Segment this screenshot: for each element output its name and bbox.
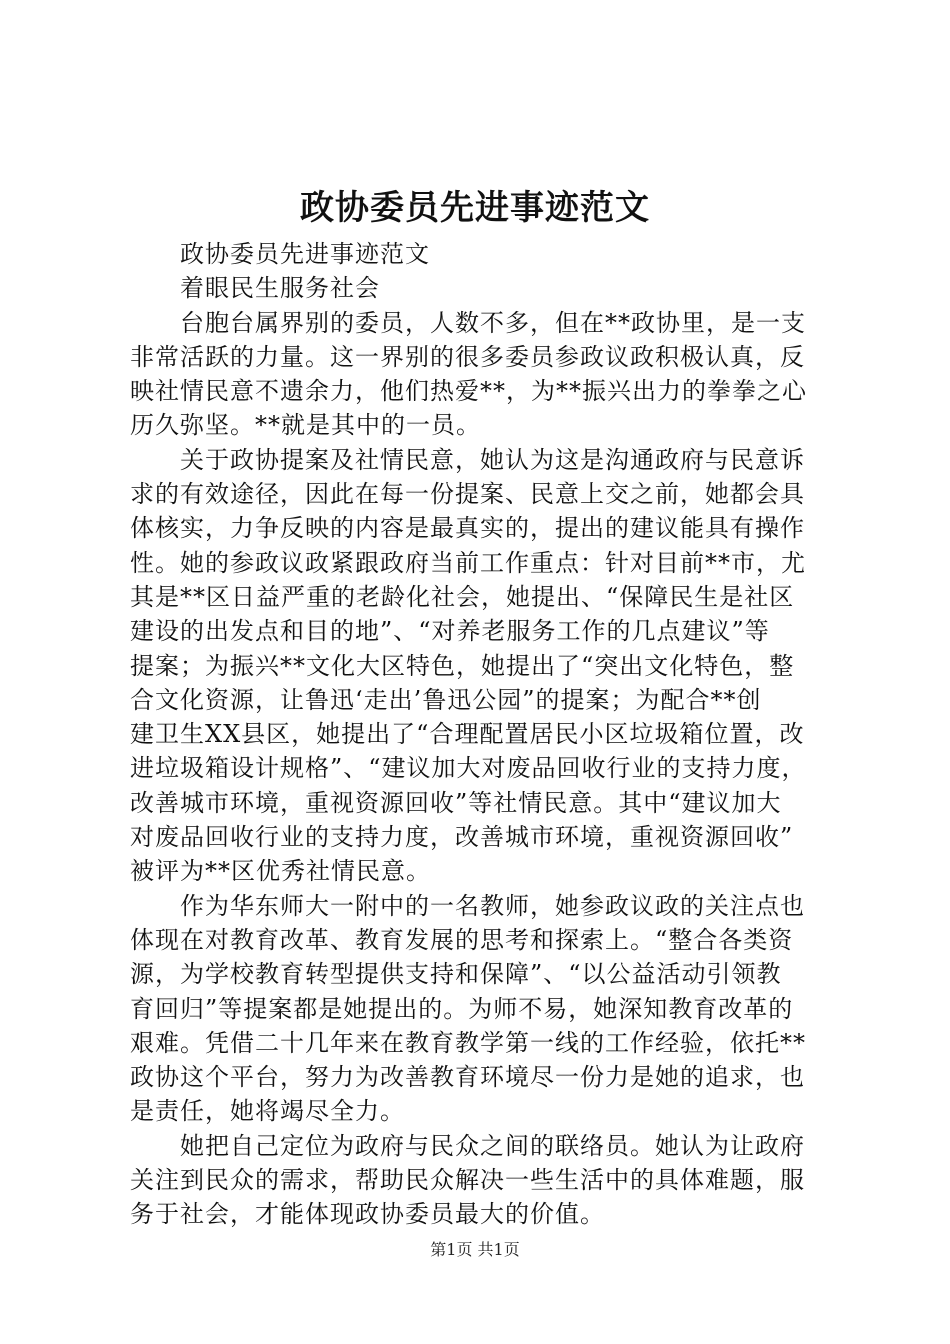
body-text-line: 性。她的参政议政紧跟政府当前工作重点：针对目前**市，尤 [130, 548, 806, 577]
body-text-line: 务于社会，才能体现政协委员最大的价值。 [130, 1200, 605, 1229]
body-text-line: 她把自己定位为政府与民众之间的联络员。她认为让政府 [180, 1131, 805, 1160]
body-text-line: 源，为学校教育转型提供支持和保障”、“以公益活动引领教 [130, 960, 782, 989]
body-text-line: 育回归”等提案都是她提出的。为师不易，她深知教育改革的 [130, 994, 794, 1023]
body-text-line: 着眼民生服务社会 [180, 274, 380, 303]
body-text-line: 求的有效途径，因此在每一份提案、民意上交之前，她都会具 [130, 480, 805, 509]
body-text-line: 体现在对教育改革、教育发展的思考和探索上。“整合各类资 [130, 925, 794, 954]
body-text-line: 被评为**区优秀社情民意。 [130, 857, 431, 886]
body-text-line: 关注到民众的需求，帮助民众解决一些生活中的具体难题，服 [130, 1166, 805, 1195]
body-text-line: 体核实，力争反映的内容是最真实的，提出的建议能具有操作 [130, 514, 805, 543]
body-text-line: 艰难。凭借二十几年来在教育教学第一线的工作经验，依托** [130, 1028, 806, 1057]
body-text-line: 非常活跃的力量。这一界别的很多委员参政议政积极认真，反 [130, 342, 805, 371]
body-text-line: 合文化资源，让鲁迅‘走出’鲁迅公园”的提案；为配合**创 [130, 685, 762, 714]
page-footer: 第1页 共1页 [430, 1240, 520, 1259]
body-text-line: 建卫生XX县区，她提出了“合理配置居民小区垃圾箱位置，改 [130, 720, 805, 749]
document-body [130, 237, 832, 1232]
body-text-line: 其是**区日益严重的老龄化社会，她提出、“保障民生是社区 [130, 582, 795, 611]
body-text-line: 关于政协提案及社情民意，她认为这是沟通政府与民意诉 [180, 445, 805, 474]
body-text-line: 台胞台属界别的委员，人数不多，但在**政协里，是一支 [180, 308, 806, 337]
body-text-line: 是责任，她将竭尽全力。 [130, 1097, 405, 1126]
body-text-line: 作为华东师大一附中的一名教师，她参政议政的关注点也 [180, 891, 805, 920]
body-text-line: 政协这个平台，努力为改善教育环境尽一份力是她的追求，也 [130, 1063, 805, 1092]
body-text-line: 政协委员先进事迹范文 [180, 240, 430, 268]
body-text-line: 对废品回收行业的支持力度，改善城市环境，重视资源回收” [130, 823, 794, 852]
body-text-line: 历久弥坚。**就是其中的一员。 [130, 411, 481, 440]
document-title: 政协委员先进事迹范文 [300, 188, 650, 228]
body-text-line: 提案；为振兴**文化大区特色，她提出了“突出文化特色，整 [130, 651, 795, 680]
body-text-line: 建设的出发点和目的地”、“对养老服务工作的几点建议”等 [130, 617, 770, 646]
body-text-line: 映社情民意不遗余力，他们热爱**，为**振兴出力的拳拳之心 [130, 377, 807, 406]
body-text-line: 进垃圾箱设计规格”、“建议加大对废品回收行业的支持力度， [130, 754, 807, 783]
body-text-line: 改善城市环境，重视资源回收”等社情民意。其中“建议加大 [130, 788, 782, 817]
